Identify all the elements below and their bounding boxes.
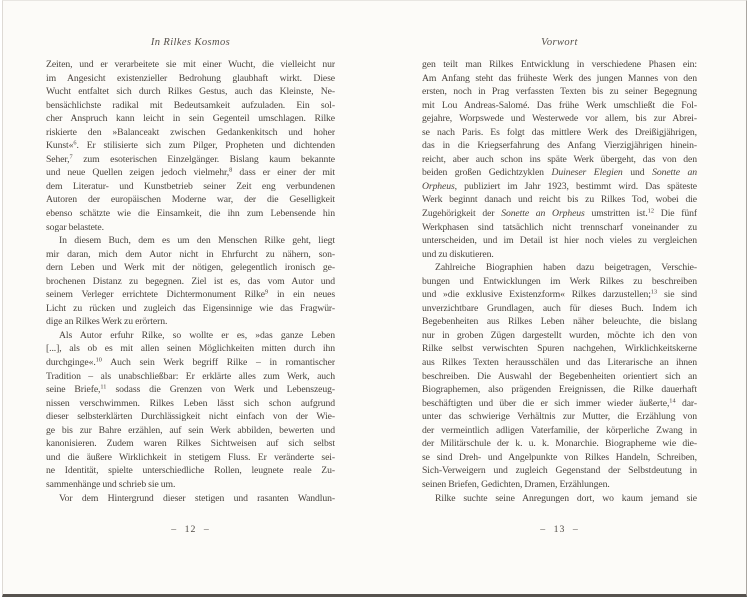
text-line: Als Autor erfuhr Rilke, so wollte er es, »das ganze Leben	[59, 329, 335, 341]
book-spread-image	[2, 0, 747, 597]
text-line: Biographemen, also prägenden Ereignissen, die Rilke dauerhaft	[422, 384, 697, 396]
text-line: se sind Dreh- und Angelpunkte von Rilkes Handeln, Schreiben,	[422, 451, 697, 463]
text-line: seine Briefe,$^{11}$ sodass die Grenzen von Werk und Lebenszeug-	[46, 383, 335, 396]
text-line: ersten, noch in Prag verfassten Texten bis zu seiner Begegnung	[422, 86, 697, 98]
text-line: brochenen Distanz zu begegnen. Ziel ist es, das vom Autor und	[46, 275, 335, 287]
text-line: das in die Kriegserfahrung des Anfang Vierzigjährigen hinein-	[422, 140, 697, 152]
text-line: seinen Briefen, Gedichten, Dramen, Erzählungen.	[422, 478, 610, 490]
text-line: Zahlreiche Biographien haben dazu beigetragen, Verschie-	[435, 262, 697, 274]
text-line: Orpheus, publiziert im Jahr 1923, bestimmt wird. Das späteste	[422, 180, 697, 192]
text-line: dern Leben und Werk mit der nötigen, gelegentlich ironisch ge-	[46, 262, 335, 274]
text-line: se nach Paris. Es folgt das mittlere Werk des Dreißigjährigen,	[422, 126, 697, 138]
text-line: In diesem Buch, dem es um den Menschen Rilke geht, liegt	[59, 235, 335, 247]
text-line: [...], als ob es mit allen seinen Möglichkeiten mitten durch ihn	[46, 343, 335, 355]
text-line: Werkphasen sind tatsächlich nicht trennscharf voneinander zu	[422, 221, 697, 233]
text-line: Am Anfang steht das früheste Werk des jungen Mannes von den	[422, 72, 697, 84]
text-line: Kunst«$^6$. Er stilisierte sich zum Pilger, Propheten und dichtenden	[46, 139, 335, 152]
text-line: Vor dem Hintergrund dieser stetigen und rasanten Wandlun-	[59, 492, 335, 504]
text-line: Begebenheiten aus Rilkes Leben näher beleuchte, die bislang	[422, 316, 697, 328]
text-line: reicht, aber auch schon ins späte Werk übergeht, das von den	[422, 153, 697, 165]
text-line: ebenso schätzte wie die Einsamkeit, die ihn zum Lebensende hin	[46, 208, 335, 220]
text-line: und zu diskutieren.	[422, 248, 494, 260]
text-line: im Angesicht existenzieller Bedrohung glaubhaft wirkt. Diese	[46, 72, 335, 84]
page-number-right: – 13 –	[540, 524, 579, 535]
text-line: beschäftigten und über die er sich immer wieder äußerte,$^{14}$ dar-	[422, 397, 697, 409]
text-line: Werk beginnt danach und reicht bis zu Rilkes Tod, wobei die	[422, 194, 697, 206]
text-line: kanonisieren. Zudem waren Rilkes Sichtweisen auf sich selbst	[46, 438, 335, 450]
text-line: beschreiben. Die Auswahl der Begebenheiten orientiert sich an	[422, 370, 697, 382]
text-line: unterscheiden, und im Detail ist hier noch vieles zu vergleichen	[422, 235, 697, 247]
text-line: mit Lou Andreas-Salomé. Das frühe Werk umschließt die Fol-	[422, 99, 697, 111]
text-line: Zugehörigkeit der Sonette an Orpheus umstritten ist.$^{12}$ Die fünf	[422, 207, 697, 220]
text-line: durchginge«.$^{10}$ Auch sein Werk begriff Rilke – in romantischer	[46, 356, 335, 369]
text-line: Zeiten, und er verarbeitete sie mit einer Wucht, die vielleicht nur	[46, 59, 335, 70]
page-body-right	[422, 58, 697, 505]
text-line: seinem Verleger errichtete Dichtermonument Rilke$^9$ in ein neues	[46, 288, 335, 301]
text-line: Seher,$^7$ zum esoterischen Einzelgänger. Bislang kaum bekannte	[46, 153, 335, 165]
text-line: Autoren der europäischen Moderne war, der die Geselligkeit	[46, 194, 335, 206]
text-line: cher Anspruch kann leicht in sein Gegenteil umschlagen. Rilke	[46, 113, 335, 125]
text-line: Licht zu rücken und zugleich das Eigensinnige wie das Fragwür-	[46, 302, 335, 314]
running-header-right: Vorwort	[541, 37, 578, 48]
page-body-left	[46, 58, 335, 505]
text-line: ne Identität, spielte unterschiedliche Rollen, leugnete reale Zu-	[46, 465, 335, 477]
text-line: und neue Quellen zeigen jedoch vielmehr,$^8$ dass er einer der mit	[46, 166, 335, 179]
text-line: sammenhänge und schrieb sie um.	[46, 478, 176, 490]
text-line: dige an Rilkes Werk zu erörtern.	[46, 316, 168, 328]
text-line: dieser selbsterklärten Durchlässigkeit nicht einfach von der Wie-	[46, 411, 335, 423]
text-line: Rilke suchte seine Anregungen dort, wo kaum jemand sie	[435, 492, 697, 504]
text-line: der vermeintlich adligen Vaterfamilie, der körperliche Zwang in	[422, 424, 697, 436]
text-line: der Militärschule der k. u. k. Monarchie. Biographeme wie die-	[422, 438, 697, 450]
text-line: sogar belastete.	[46, 221, 104, 233]
page-right[interactable]	[422, 1, 697, 594]
text-line: und die äußere Wirklichkeit in stetigem Fluss. Er veränderte sei-	[46, 451, 335, 463]
text-line: und »die exklusive Existenzform« Rilkes darzustellen;$^{13}$ sie sind	[422, 288, 697, 301]
page-left[interactable]	[46, 1, 335, 594]
text-line: gejahre, Worpswede und Westerwede vor allem, bis zur Abrei-	[422, 113, 697, 125]
text-line: mir daran, mich dem Autor nicht in Ehrfurcht zu nähern, son-	[46, 248, 335, 260]
text-line: nur in groben Zügen dargestellt wurden, möchte ich den von	[422, 329, 697, 341]
text-line: bungen und Entwicklungen im Werk Rilkes zu beschreiben	[422, 275, 697, 287]
text-line: ge bis zur Bahre erzählen, auf sein Werk abbilden, bewerten und	[46, 424, 335, 436]
text-line: Sich-Verweigern und zugleich Gegenstand der Selbstdeutung in	[422, 465, 697, 477]
text-line: beiden großen Gedichtzyklen Duineser Elegien und Sonette an	[422, 167, 697, 179]
text-line: Tradition – als unabschließbar: Er erklärte alles zum Werk, auch	[46, 370, 335, 382]
text-line: gen teilt man Rilkes Entwicklung in verschiedene Phasen ein:	[422, 59, 697, 70]
text-line: aus Rilkes Texten herausschälen und das Literarische an ihnen	[422, 357, 697, 369]
text-line: bensächlichste radikal mit Bedeutsamkeit aufzuladen. Ein sol-	[46, 99, 335, 111]
text-line: unter das schwierige Verhältnis zur Mutter, die Erzählung von	[422, 411, 697, 423]
text-line: riskierte den »Balanceakt zwischen Gedankenkitsch und hoher	[46, 126, 335, 138]
text-line: nissen verschwimmen. Rilkes Leben lässt sich schon aufgrund	[46, 397, 335, 409]
running-header-left: In Rilkes Kosmos	[150, 37, 231, 48]
text-line: dem Literatur- und Kunstbetrieb seiner Zeit eng verbundenen	[46, 180, 335, 192]
text-line: Rilke selbst verwischten Spuren nachgehen, Wirklichkeitskerne	[422, 343, 697, 355]
text-line: unverzichtbare Grundlagen, auch für dieses Buch. Indem ich	[422, 302, 697, 314]
page-number-left: – 12 –	[171, 524, 210, 535]
text-line: Wucht entfaltet sich durch Rilkes Gestus, auch das Kleinste, Ne-	[46, 86, 335, 98]
